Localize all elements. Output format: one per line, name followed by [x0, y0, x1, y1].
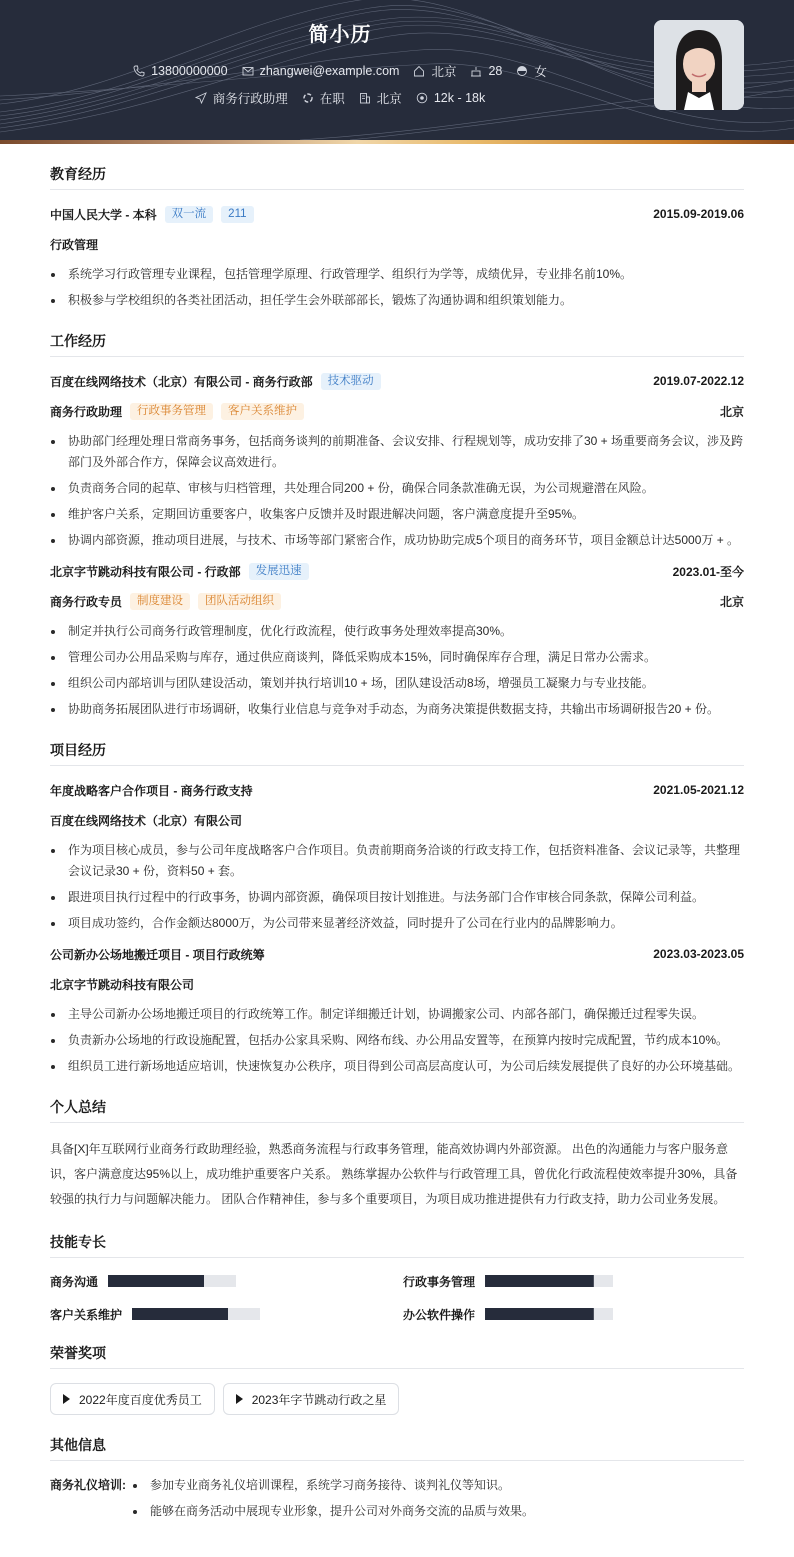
job-role: 商务行政助理	[50, 404, 123, 419]
skill-name: 客户关系维护	[50, 1307, 123, 1322]
project-entry	[50, 944, 744, 1077]
work-date: 2019.07-2022.12	[653, 374, 744, 388]
project-company: 北京字节跳动科技有限公司	[50, 977, 195, 992]
work-location: 北京	[719, 594, 744, 609]
bullet-item: 维护客户关系，定期回访重要客户，收集客户反馈并及时跟进解决问题，客户满意度提升至95%。	[50, 504, 744, 525]
bullet-item: 协调内部资源，推动项目进展，与技术、市场等部门紧密合作，成功协助完成5个项目的商务环节，项目金额总计达5000万 + 。	[50, 530, 744, 551]
phone-icon	[133, 65, 145, 77]
other-section	[50, 1435, 744, 1527]
skills-grid	[50, 1272, 744, 1323]
position-text: 商务行政助理	[212, 92, 288, 106]
contact-info-row	[0, 62, 680, 80]
role-tag: 客户关系维护	[221, 403, 304, 420]
gender-text: 女	[534, 65, 547, 79]
skill-level-bar	[132, 1308, 260, 1320]
city-text: 北京	[431, 65, 457, 79]
phone-text: 13800000000	[151, 64, 228, 78]
role-tag: 制度建设	[130, 593, 190, 610]
age-icon	[470, 65, 482, 77]
age-text: 28	[488, 64, 503, 78]
skill-level-bar	[485, 1275, 613, 1287]
section-title-summary: 个人总结	[50, 1097, 744, 1123]
job-role: 商务行政专员	[50, 594, 123, 609]
company-tag: 技术驱动	[321, 373, 381, 390]
status-text: 在职	[319, 92, 345, 106]
project-bullets	[50, 840, 744, 934]
skill-name: 行政事务管理	[403, 1274, 476, 1289]
contact-phone	[133, 64, 227, 78]
project-name: 年度战略客户合作项目 - 商务行政支持	[50, 783, 253, 798]
bullet-item: 协助商务拓展团队进行市场调研，收集行业信息与竞争对手动态，为商务决策提供数据支持，共输出市场调研报告20 + 份。	[50, 699, 744, 720]
bullet-item: 能够在商务活动中展现专业形象，提升公司对外商务交流的品质与效果。	[132, 1501, 534, 1522]
skill-item	[50, 1305, 403, 1323]
skill-name: 办公软件操作	[403, 1307, 476, 1322]
contact-age	[470, 64, 502, 78]
header-accent-bar	[0, 140, 794, 144]
work-date: 2023.01-至今	[672, 564, 744, 579]
project-entry	[50, 780, 744, 934]
skill-level-bar	[108, 1275, 236, 1287]
status-icon	[302, 92, 314, 104]
intent-position	[195, 89, 288, 107]
other-item-bullets	[132, 1475, 534, 1527]
section-title-skills: 技能专长	[50, 1232, 744, 1258]
education-entry	[50, 204, 744, 311]
bullet-item: 协助部门经理处理日常商务事务，包括商务谈判的前期准备、会议安排、行程规划等，成功安排了30 + 场重要商务会议，涉及跨部门及外部合作方，保障会议高效进行。	[50, 431, 744, 473]
triangle-bullet-icon	[63, 1394, 70, 1404]
section-title-other: 其他信息	[50, 1435, 744, 1461]
intent-salary	[416, 91, 485, 105]
project-date: 2023.03-2023.05	[653, 947, 744, 961]
projects-section	[50, 740, 744, 1077]
section-title-projects: 项目经历	[50, 740, 744, 766]
summary-section	[50, 1097, 744, 1212]
company-name: 北京字节跳动科技有限公司 - 行政部	[50, 564, 241, 579]
email-text: zhangwei@example.com	[259, 64, 400, 78]
work-location: 北京	[719, 404, 744, 419]
awards-section	[50, 1343, 744, 1415]
contact-email	[242, 64, 400, 78]
skill-item	[403, 1305, 756, 1323]
gender-icon	[516, 65, 528, 77]
summary-text: 具备[X]年互联网行业商务行政助理经验，熟悉商务流程与行政事务管理，能高效协调内外部资源。 出色的沟通能力与客户服务意识，客户满意度达95%以上，成功维护重要客户关系。 熟练掌握办公软件与行政管理工具，曾优化行政流程使效率提升30%，具备较强的执行力与问题解决能力。 团队合作精神佳，参与多个重要项目，为项目成功推进提供有力行政支持，助力公司业务发展。	[50, 1142, 738, 1206]
education-date: 2015.09-2019.06	[653, 207, 744, 221]
other-item-label: 商务礼仪培训:	[50, 1478, 126, 1492]
work-entry	[50, 371, 744, 551]
skill-item	[403, 1272, 756, 1290]
bullet-item: 参加专业商务礼仪培训课程，系统学习商务接待、谈判礼仪等知识。	[132, 1475, 534, 1496]
project-name: 公司新办公场地搬迁项目 - 项目行政统筹	[50, 947, 265, 962]
section-title-awards: 荣誉奖项	[50, 1343, 744, 1369]
bullet-item: 制定并执行公司商务行政管理制度，优化行政流程，使行政事务处理效率提高30%。	[50, 621, 744, 642]
section-title-work: 工作经历	[50, 331, 744, 357]
school-tag: 双一流	[165, 206, 214, 223]
skill-name: 商务沟通	[50, 1274, 99, 1289]
bullet-item: 管理公司办公用品采购与库存，通过供应商谈判，降低采购成本15%，同时确保库存合理，满足日常办公需求。	[50, 647, 744, 668]
bullet-item: 跟进项目执行过程中的行政事务，协调内部资源，确保项目按计划推进。与法务部门合作审核合同条款，保障公司利益。	[50, 887, 744, 908]
bullet-item: 积极参与学校组织的各类社团活动，担任学生会外联部部长，锻炼了沟通协调和组织策划能力。	[50, 290, 744, 311]
project-date: 2021.05-2021.12	[653, 783, 744, 797]
awards-list	[50, 1383, 744, 1415]
bullet-item: 负责新办公场地的行政设施配置，包括办公家具采购、网络布线、办公用品安置等，在预算内按时完成配置，节约成本10%。	[50, 1030, 744, 1051]
award-item	[223, 1383, 400, 1415]
award-item	[50, 1383, 215, 1415]
section-title-education: 教育经历	[50, 164, 744, 190]
candidate-name: 简小历	[308, 24, 372, 46]
bullet-item: 作为项目核心成员，参与公司年度战略客户合作项目。负责前期商务洽谈的行政支持工作，包括资料准备、会议记录等，共整理会议记录30 + 份，资料50 + 套。	[50, 840, 744, 882]
company-name: 百度在线网络技术（北京）有限公司 - 商务行政部	[50, 374, 313, 389]
email-icon	[242, 65, 254, 77]
work-bullets	[50, 431, 744, 551]
other-item	[50, 1475, 744, 1527]
project-bullets	[50, 1004, 744, 1077]
salary-text: 12k - 18k	[433, 91, 486, 105]
school-name: 中国人民大学 - 本科	[50, 207, 157, 222]
work-bullets	[50, 621, 744, 720]
project-company: 百度在线网络技术（北京）有限公司	[50, 813, 243, 828]
award-label: 2022年度百度优秀员工	[79, 1392, 202, 1407]
bullet-item: 负责商务合同的起草、审核与归档管理，共处理合同200 + 份，确保合同条款准确无误，为公司规避潜在风险。	[50, 478, 744, 499]
contact-city	[413, 62, 456, 80]
triangle-bullet-icon	[236, 1394, 243, 1404]
bullet-item: 系统学习行政管理专业课程，包括管理学原理、行政管理学、组织行为学等，成绩优异，专业排名前10%。	[50, 264, 744, 285]
resume-header	[0, 0, 794, 140]
education-section	[50, 164, 744, 311]
building-icon	[359, 92, 371, 104]
intent-city-text: 北京	[376, 92, 402, 106]
work-section	[50, 331, 744, 720]
bullet-item: 组织员工进行新场地适应培训，快速恢复办公秩序，项目得到公司高层高度认可，为公司后续发展提供了良好的办公环境基础。	[50, 1056, 744, 1077]
job-intent-row	[0, 89, 680, 107]
avatar-photo	[654, 20, 744, 110]
bullet-item: 项目成功签约，合作金额达8000万，为公司带来显著经济效益，同时提升了公司在行业内的品牌影响力。	[50, 913, 744, 934]
salary-icon	[416, 92, 428, 104]
skill-item	[50, 1272, 403, 1290]
send-icon	[195, 92, 207, 104]
intent-status	[302, 89, 345, 107]
bullet-item: 主导公司新办公场地搬迁项目的行政统筹工作。制定详细搬迁计划，协调搬家公司、内部各部门，确保搬迁过程零失误。	[50, 1004, 744, 1025]
role-tag: 团队活动组织	[198, 593, 281, 610]
company-tag: 发展迅速	[249, 563, 309, 580]
bullet-item: 组织公司内部培训与团队建设活动，策划并执行培训10 + 场，团队建设活动8场，增强员工凝聚力与专业技能。	[50, 673, 744, 694]
skill-level-bar	[485, 1308, 613, 1320]
education-bullets	[50, 264, 744, 311]
skills-section	[50, 1232, 744, 1323]
home-icon	[413, 65, 425, 77]
school-tag: 211	[221, 206, 253, 223]
resume-body	[0, 164, 794, 1527]
work-entry	[50, 561, 744, 720]
award-label: 2023年字节跳动行政之星	[251, 1392, 387, 1407]
major: 行政管理	[50, 237, 99, 252]
contact-gender	[516, 62, 547, 80]
intent-city	[359, 89, 402, 107]
role-tag: 行政事务管理	[130, 403, 213, 420]
